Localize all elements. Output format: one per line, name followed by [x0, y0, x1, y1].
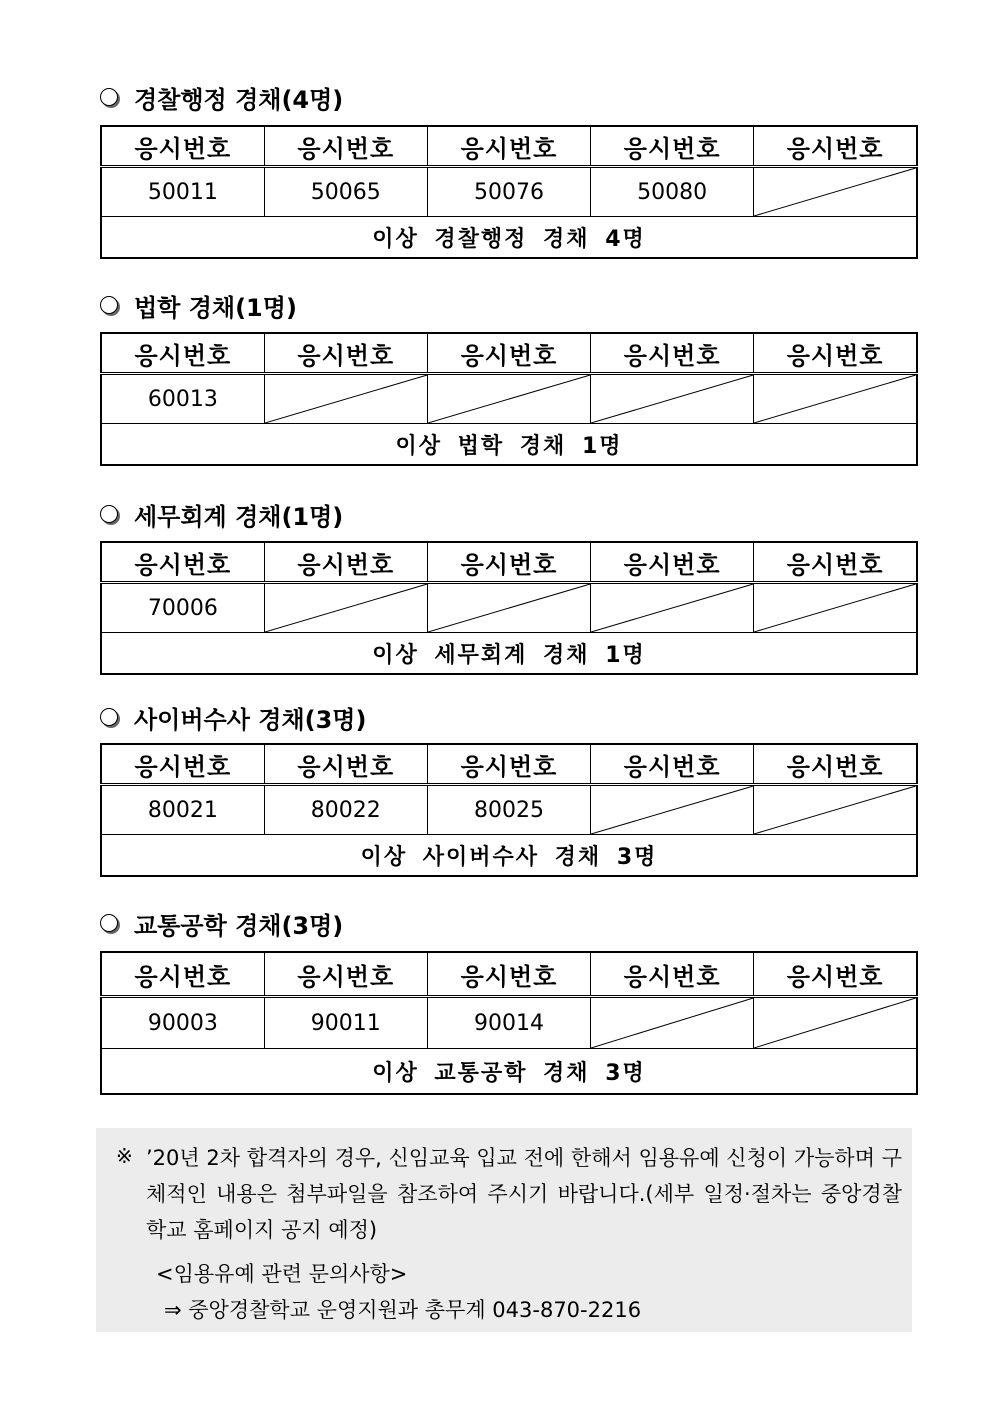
empty-cell	[264, 583, 427, 633]
diagonal-slash	[265, 584, 427, 632]
slash-line	[591, 786, 753, 834]
diagonal-slash	[591, 786, 753, 834]
section-title: 사이버수사 경채(3명)	[100, 700, 366, 734]
table-header-row	[101, 333, 917, 374]
exam-number-cell: 50065	[264, 167, 427, 217]
header-cell: 응시번호	[754, 744, 917, 785]
exam-number-table	[100, 125, 918, 259]
summary-row	[101, 633, 917, 675]
slash-line	[428, 375, 590, 423]
header-cell: 응시번호	[101, 333, 264, 374]
empty-cell	[264, 374, 427, 424]
table-header-row	[101, 744, 917, 785]
header-cell: 응시번호	[264, 744, 427, 785]
slash-line	[754, 375, 916, 423]
exam-number-cell: 50011	[101, 167, 264, 217]
table-row	[101, 167, 917, 217]
exam-number-cell: 90014	[427, 997, 590, 1049]
header-cell: 응시번호	[754, 333, 917, 374]
section-title: 경찰행정 경채(4명)	[100, 80, 343, 114]
header-cell: 응시번호	[101, 744, 264, 785]
exam-number-table	[100, 541, 918, 675]
empty-cell	[754, 167, 917, 217]
circle-bullet-icon	[100, 296, 118, 314]
empty-cell	[754, 785, 917, 835]
diagonal-slash	[754, 584, 916, 632]
section-title: 세무회계 경채(1명)	[100, 497, 343, 531]
exam-number-cell: 90003	[101, 997, 264, 1049]
table-row	[101, 374, 917, 424]
inquiry-title: <임용유예 관련 문의사항>	[156, 1262, 408, 1286]
slash-line	[591, 584, 753, 632]
summary-row	[101, 217, 917, 259]
header-cell: 응시번호	[264, 952, 427, 997]
header-cell: 응시번호	[754, 126, 917, 167]
slash-line	[591, 375, 753, 423]
contact-line: ⇒ 중앙경찰학교 운영지원과 총무계 043-870-2216	[164, 1298, 642, 1322]
slash-line	[428, 584, 590, 632]
empty-cell	[754, 997, 917, 1049]
header-cell: 응시번호	[427, 333, 590, 374]
empty-cell	[754, 583, 917, 633]
exam-number-cell: 90011	[264, 997, 427, 1049]
diagonal-slash	[754, 998, 916, 1048]
header-cell: 응시번호	[591, 952, 754, 997]
exam-number-cell: 80021	[101, 785, 264, 835]
header-cell: 응시번호	[427, 952, 590, 997]
table-header-row	[101, 952, 917, 997]
header-cell: 응시번호	[101, 952, 264, 997]
header-cell: 응시번호	[427, 744, 590, 785]
diagonal-slash	[265, 375, 427, 423]
table-header-row	[101, 542, 917, 583]
section-title: 법학 경채(1명)	[100, 288, 297, 322]
table-row	[101, 785, 917, 835]
notice-text: ’20년 2차 합격자의 경우, 신임교육 입교 전에 한해서 임용유예 신청이 가능하며 구체적인 내용은 첨부파일을 참조하여 주시기 바랍니다.(세부 일정·절차는 중앙경찰학교 홈페이지 공지 예정)	[146, 1146, 902, 1242]
slash-line	[754, 786, 916, 834]
empty-cell	[427, 583, 590, 633]
empty-cell	[427, 374, 590, 424]
diagonal-slash	[428, 584, 590, 632]
diagonal-slash	[591, 375, 753, 423]
header-cell: 응시번호	[754, 542, 917, 583]
table-row	[101, 583, 917, 633]
empty-cell	[754, 374, 917, 424]
circle-bullet-icon	[100, 88, 118, 106]
diagonal-slash	[428, 375, 590, 423]
exam-number-cell: 80022	[264, 785, 427, 835]
header-cell: 응시번호	[591, 126, 754, 167]
header-cell: 응시번호	[264, 126, 427, 167]
exam-number-table	[100, 951, 918, 1095]
table-header-row	[101, 126, 917, 167]
header-cell: 응시번호	[427, 542, 590, 583]
header-cell: 응시번호	[101, 126, 264, 167]
diagonal-slash	[591, 998, 753, 1048]
summary-row	[101, 835, 917, 877]
diagonal-slash	[754, 375, 916, 423]
circle-bullet-icon	[100, 505, 118, 523]
header-cell: 응시번호	[591, 542, 754, 583]
exam-number-cell: 60013	[101, 374, 264, 424]
summary-cell: 이상 세무회계 경채 1명	[101, 633, 917, 675]
empty-cell	[591, 785, 754, 835]
exam-number-table	[100, 332, 918, 466]
summary-cell: 이상 법학 경채 1명	[101, 424, 917, 466]
summary-cell: 이상 사이버수사 경채 3명	[101, 835, 917, 877]
diagonal-slash	[591, 584, 753, 632]
diagonal-slash	[754, 168, 916, 216]
summary-row	[101, 1049, 917, 1095]
header-cell: 응시번호	[264, 333, 427, 374]
header-cell: 응시번호	[101, 542, 264, 583]
table-row	[101, 997, 917, 1049]
header-cell: 응시번호	[754, 952, 917, 997]
notice-box	[96, 1128, 912, 1332]
header-cell: 응시번호	[427, 126, 590, 167]
slash-line	[265, 584, 427, 632]
slash-line	[591, 998, 753, 1048]
empty-cell	[591, 583, 754, 633]
summary-cell: 이상 교통공학 경채 3명	[101, 1049, 917, 1095]
exam-number-cell: 80025	[427, 785, 590, 835]
exam-number-cell: 50076	[427, 167, 590, 217]
slash-line	[754, 168, 916, 216]
diagonal-slash	[754, 786, 916, 834]
summary-cell: 이상 경찰행정 경채 4명	[101, 217, 917, 259]
header-cell: 응시번호	[591, 744, 754, 785]
slash-line	[754, 998, 916, 1048]
reference-mark: ※	[116, 1144, 133, 1168]
header-cell: 응시번호	[264, 542, 427, 583]
circle-bullet-icon	[100, 914, 118, 932]
header-cell: 응시번호	[591, 333, 754, 374]
slash-line	[754, 584, 916, 632]
empty-cell	[591, 374, 754, 424]
section-title: 교통공학 경채(3명)	[100, 906, 343, 940]
exam-number-table	[100, 743, 918, 877]
summary-row	[101, 424, 917, 466]
slash-line	[265, 375, 427, 423]
exam-number-cell: 50080	[591, 167, 754, 217]
empty-cell	[591, 997, 754, 1049]
exam-number-cell: 70006	[101, 583, 264, 633]
circle-bullet-icon	[100, 708, 118, 726]
